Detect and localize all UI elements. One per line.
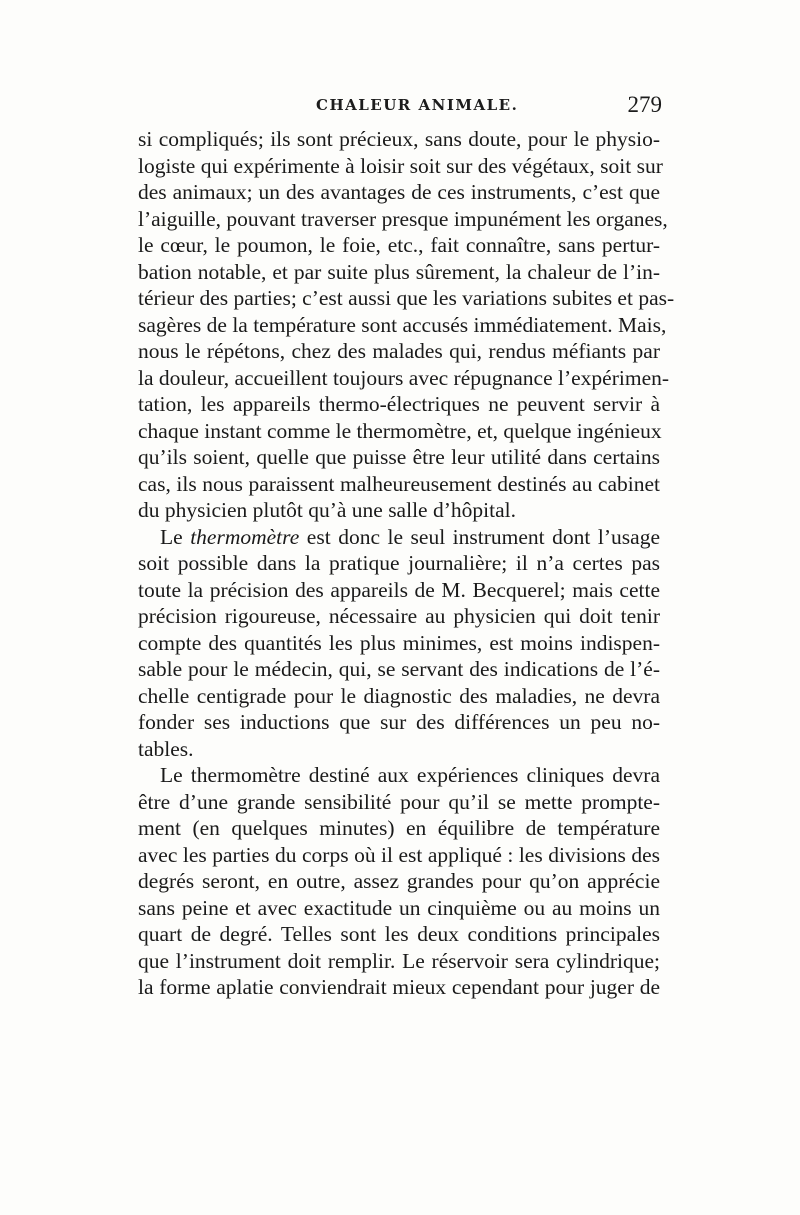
text-line: chaque instant comme le thermomètre, et, quelque ingénieux	[138, 418, 662, 443]
paragraph-1	[138, 126, 675, 524]
text-line: le cœur, le poumon, le foie, etc., fait connaître, sans pertur-	[138, 233, 660, 257]
text-line: sable pour le médecin, qui, se servant des indications de l’é-	[138, 657, 660, 681]
text-line: quart de degré. Telles sont les deux conditions principales	[138, 922, 660, 946]
text-line: la forme aplatie conviendrait mieux cependant pour juger de	[138, 975, 660, 999]
text-line: sans peine et avec exactitude un cinquième ou au moins un	[138, 895, 660, 920]
text-line: ment (en quelques minutes) en équilibre de température	[138, 816, 660, 840]
text-line: si compliqués; ils sont précieux, sans doute, pour le physio-	[138, 127, 660, 151]
text-line: être d’une grande sensibilité pour qu’il se mette prompte-	[138, 789, 660, 814]
text-line: logiste qui expérimente à loisir soit sur des végétaux, soit sur	[138, 153, 663, 178]
italic-term: thermomètre	[190, 524, 300, 549]
text-line: qu’ils soient, quelle que puisse être leur utilité dans certains	[138, 445, 660, 469]
text-line: du physicien plutôt qu’à une salle d’hôpital.	[138, 498, 516, 522]
running-head	[138, 92, 662, 122]
text-line: la douleur, accueillent toujours avec répugnance l’expérimen-	[138, 365, 670, 390]
text-run: Le	[160, 524, 191, 549]
text-line: Le thermomètre destiné aux expériences cliniques devra	[160, 763, 660, 787]
text-line: l’aiguille, pouvant traverser presque impunément les organes,	[138, 206, 668, 231]
text-line: bation notable, et par suite plus sûrement, la chaleur de l’in-	[138, 259, 660, 284]
text-line: chelle centigrade pour le diagnostic des maladies, ne devra	[138, 683, 660, 708]
text-line: cas, ils nous paraissent malheureusement destinés au cabinet	[138, 471, 660, 496]
running-title: CHALEUR ANIMALE.	[316, 96, 519, 114]
text-line: avec les parties du corps où il est appliqué : les divisions des	[138, 842, 660, 867]
text-line-first	[138, 524, 660, 551]
text-line: que l’instrument doit remplir. Le réservoir sera cylindrique;	[138, 948, 660, 973]
text-line: compte des quantités les plus minimes, est moins indispen-	[138, 630, 660, 655]
text-line: toute la précision des appareils de M. Becquerel; mais cette	[138, 577, 660, 602]
text-line: tation, les appareils thermo-électriques ne peuvent servir à	[138, 392, 660, 416]
text-line: tables.	[138, 736, 194, 761]
page-number: 279	[627, 92, 662, 117]
text-line: térieur des parties; c’est aussi que les variations subites et pas-	[138, 286, 675, 310]
text-line: soit possible dans la pratique journalière; il n’a certes pas	[138, 551, 660, 575]
text-run: est donc le seul instrument dont l’usage	[299, 524, 660, 549]
paragraph-3	[138, 762, 660, 1001]
text-line: fonder ses inductions que sur des différences un peu no-	[138, 710, 660, 734]
text-line: des animaux; un des avantages de ces instruments, c’est que	[138, 180, 660, 204]
text-line: sagères de la température sont accusés immédiatement. Mais,	[138, 312, 667, 337]
text-line: nous le répétons, chez des malades qui, rendus méfiants par	[138, 339, 660, 363]
body-text	[138, 126, 675, 1001]
text-line: précision rigoureuse, nécessaire au physicien qui doit tenir	[138, 604, 660, 628]
text-line: degrés seront, en outre, assez grandes pour qu’on apprécie	[138, 869, 660, 893]
paragraph-2	[138, 524, 660, 763]
